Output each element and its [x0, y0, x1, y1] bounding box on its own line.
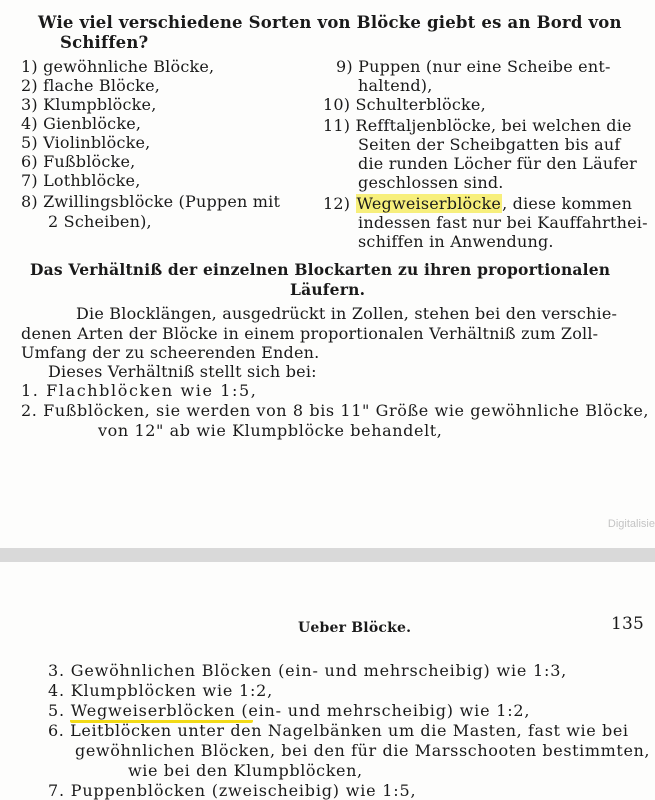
page-separator [0, 548, 655, 562]
list-item: 5) Violinblöcke, [21, 133, 151, 152]
list-item-continuation: schiffen in Anwendung. [358, 232, 554, 251]
ratio-item-continuation: gewöhnlichen Blöcken, bei den für die Marsschooten bestimmten, [75, 741, 651, 760]
ratio-item: 4. Klumpblöcken wie 1:2, [48, 681, 274, 700]
ratio-item: 5. Wegweiserblöcken (ein- und mehrscheibig) wie 1:2, [48, 701, 531, 720]
book-page-lower [0, 562, 655, 800]
ratio-item-continuation: von 12" ab wie Klumpblöcke behandelt, [98, 421, 443, 440]
paragraph-line: Umfang der zu scheerenden Enden. [21, 343, 320, 362]
running-head: Ueber Blöcke. [298, 620, 412, 636]
list-item: 1) gewöhnliche Blöcke, [21, 57, 215, 76]
list-item: 2) flache Blöcke, [21, 76, 161, 95]
ratio-item: 1. Flachblöcken wie 1:5, [21, 381, 258, 400]
list-item-continuation: Seiten der Scheibgatten bis auf [358, 135, 621, 154]
list-item: 6) Fußblöcke, [21, 152, 136, 171]
paragraph-line: denen Arten der Blöcke in einem proportionalen Verhältniß zum Zoll- [21, 324, 599, 343]
list-item-12 [323, 194, 632, 213]
paragraph-line: Dieses Verhältniß stellt sich bei: [48, 362, 317, 381]
list-item: 3) Klumpblöcke, [21, 95, 157, 114]
list-item: 7) Lothblöcke, [21, 171, 141, 190]
list-item-continuation: die runden Löcher für den Läufer [358, 154, 637, 173]
page-number: 135 [611, 614, 645, 634]
ratio-item: 7. Puppenblöcken (zweischeibig) wie 1:5, [48, 781, 417, 800]
list-item-text: , diese kommen [502, 194, 633, 213]
watermark: Digitalisie [607, 518, 655, 530]
ratio-item: 6. Leitblöcken unter den Nagelbänken um die Masten, fast wie bei [48, 721, 629, 740]
ratio-item: 2. Fußblöcken, sie werden von 8 bis 11" Größe wie gewöhnliche Blöcke, [21, 401, 650, 420]
list-item: 8) Zwillingsblöcke (Puppen mit [21, 192, 281, 211]
list-item-continuation: haltend), [358, 76, 433, 95]
question-heading-line-2: Schiffen? [60, 33, 149, 52]
paragraph-line: Die Blocklängen, ausgedrückt in Zollen, stehen bei den verschie- [76, 304, 618, 323]
question-heading-line-1: Wie viel verschiedene Sorten von Blöcke giebt es an Bord von [38, 13, 622, 32]
ratio-item: 3. Gewöhnlichen Blöcken (ein- und mehrscheibig) wie 1:3, [48, 661, 568, 680]
section-heading-line-2: Läufern. [290, 280, 366, 299]
list-number: 12) [323, 194, 351, 213]
list-item-continuation: geschlossen sind. [358, 173, 504, 192]
highlighted-term: Wegweiserblöcke [356, 194, 502, 213]
list-item: 4) Gienblöcke, [21, 114, 142, 133]
section-heading-line-1: Das Verhältniß der einzelnen Blockarten zu ihren proportionalen [30, 260, 611, 279]
list-item: 9) Puppen (nur eine Scheibe ent- [336, 57, 611, 76]
list-item-continuation: 2 Scheiben), [48, 212, 152, 231]
list-item-continuation: indessen fast nur bei Kauffahrthei- [358, 213, 648, 232]
list-item: 11) Refftaljenblöcke, bei welchen die [323, 116, 632, 135]
ratio-item-continuation: wie bei den Klumpblöcken, [128, 761, 363, 780]
list-item: 10) Schulterblöcke, [323, 95, 486, 114]
